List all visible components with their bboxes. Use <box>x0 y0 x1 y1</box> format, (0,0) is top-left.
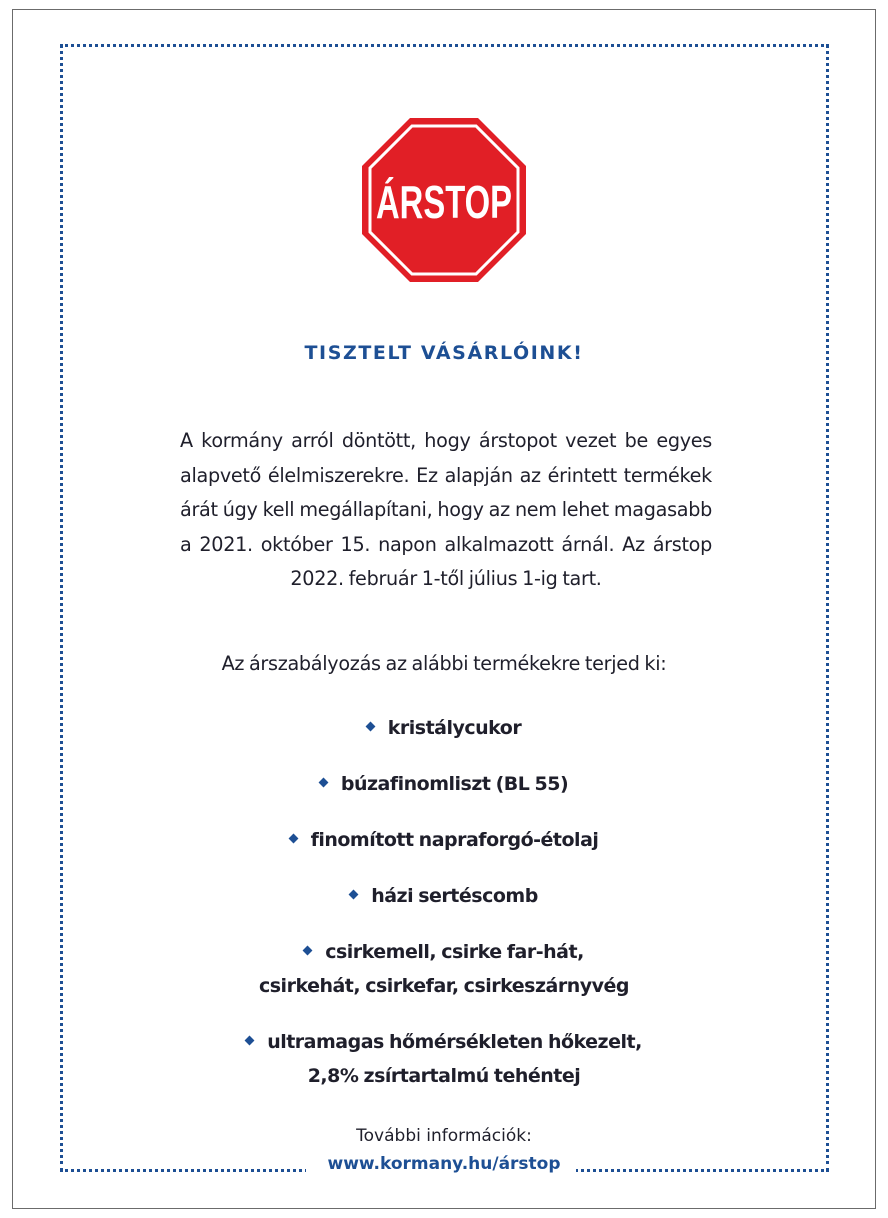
product-line: 2,8% zsírtartalmú tehéntej <box>307 1065 581 1087</box>
product-line: csirkehát, csirkefar, csirkeszárnyvég <box>258 975 629 997</box>
product-line: finomított napraforgó-étolaj <box>310 829 599 851</box>
product-line: kristálycukor <box>387 717 522 739</box>
diamond-bullet-icon <box>303 946 313 956</box>
product-item <box>0 767 888 801</box>
product-line: házi sertéscomb <box>371 885 538 907</box>
product-item <box>0 823 888 857</box>
logo-text: ÁRSTOP <box>376 176 512 228</box>
more-info-label: További információk: <box>356 1126 532 1146</box>
product-item <box>0 1025 888 1093</box>
products-heading: Az árszabályozás az alábbi termékekre terjed ki: <box>221 652 667 675</box>
diamond-bullet-icon <box>349 890 359 900</box>
diamond-bullet-icon <box>365 722 375 732</box>
product-line: ultramagas hőmérsékleten hőkezelt, <box>267 1031 642 1053</box>
intro-paragraph: A kormány arról döntött, hogy árstopot vezet be egyes alapvető élelmiszerekre. Ez alapján az érintett termékek árát úgy kell megállapítani, hogy az nem lehet magasabb a 2021. október 15. napon alkalmazott árnál. Az árstop 2022. február 1-től július 1-ig tart. <box>180 429 712 590</box>
diamond-bullet-icon <box>245 1036 255 1046</box>
product-item <box>0 935 888 1003</box>
diamond-bullet-icon <box>318 778 328 788</box>
product-item <box>0 879 888 913</box>
product-line: csirkemell, csirke far-hát, <box>325 941 584 963</box>
product-line: búzafinomliszt (BL 55) <box>340 773 569 795</box>
page-title: TISZTELT VÁSÁRLÓINK! <box>304 342 584 364</box>
info-link[interactable]: www.kormany.hu/árstop <box>327 1154 561 1174</box>
stop-sign-icon <box>362 118 526 282</box>
product-item <box>0 711 888 745</box>
diamond-bullet-icon <box>288 834 298 844</box>
